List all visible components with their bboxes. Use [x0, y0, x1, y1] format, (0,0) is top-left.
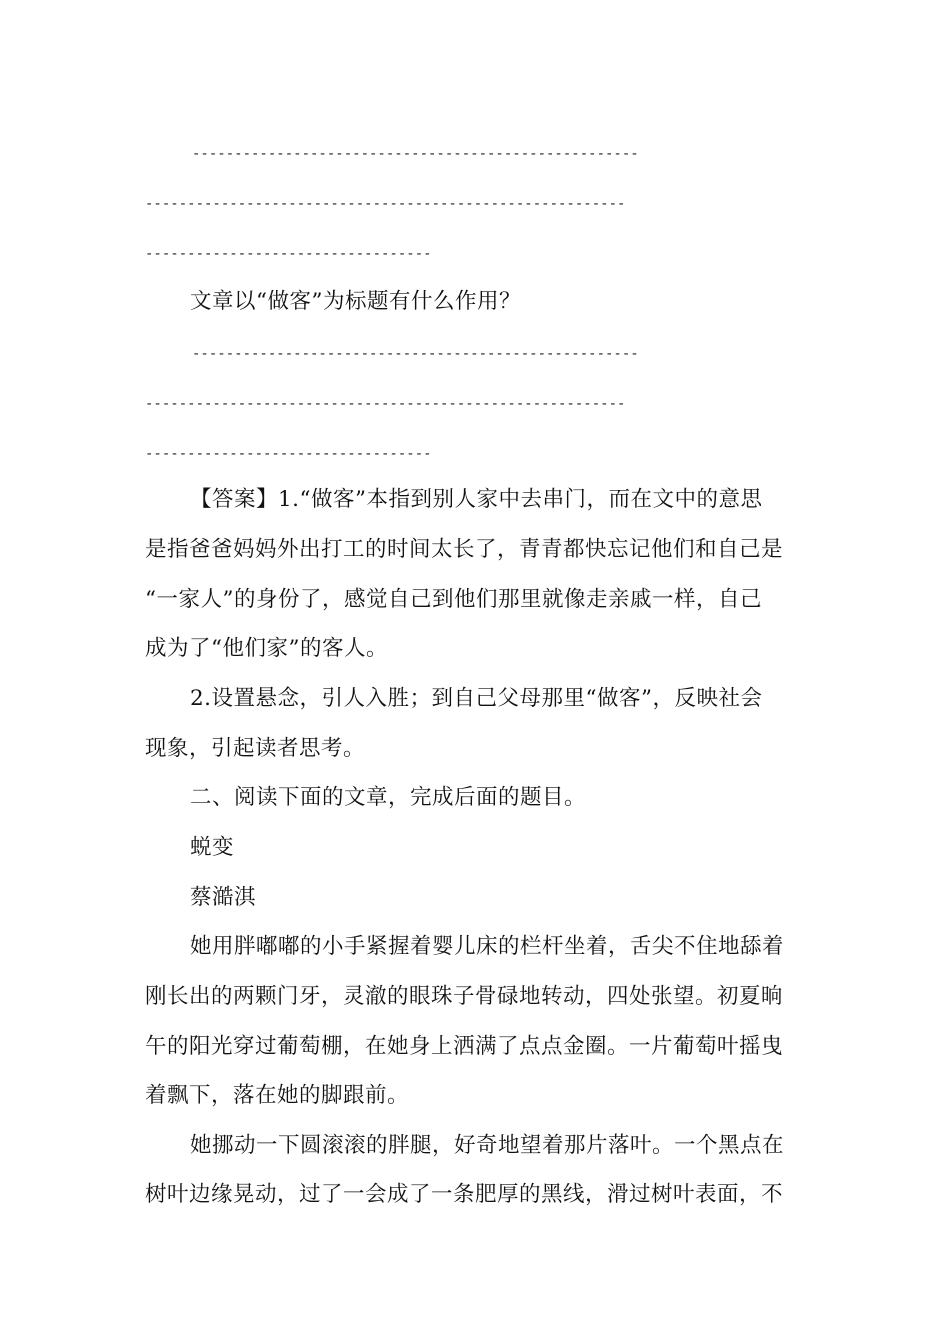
article-title: 蜕变: [190, 835, 235, 860]
answer-line: 【答案】1.“做客”本指到别人家中去串门，而在文中的意思: [190, 487, 763, 512]
answer-blank-line: ---------------------------------------------------------: [145, 396, 626, 412]
paragraph-line: 着飘下，落在她的脚跟前。: [145, 1083, 410, 1108]
paragraph-line: 午的阳光穿过葡萄棚，在她身上洒满了点点金圈。一片葡萄叶摇曳: [145, 1034, 784, 1059]
answer-line: 成为了“他们家”的客人。: [145, 636, 388, 661]
answer-line: 2.设置悬念，引人入胜；到自己父母那里“做客”，反映社会: [190, 686, 763, 711]
paragraph-line: 刚长出的两颗门牙，灵澈的眼珠子骨碌地转动，四处张望。初夏晌: [145, 984, 784, 1009]
answer-blank-line: ---------------------------------------------------------: [145, 196, 626, 212]
question-text: 文章以“做客”为标题有什么作用？: [190, 289, 521, 314]
answer-line: “一家人”的身份了，感觉自己到他们那里就像走亲戚一样，自己: [145, 587, 762, 612]
answer-blank-line: -----------------------------------------------------: [192, 146, 639, 162]
paragraph-line: 树叶边缘晃动，过了一会成了一条肥厚的黑线，滑过树叶表面，不: [145, 1182, 784, 1207]
paragraph-line: 她用胖嘟嘟的小手紧握着婴儿床的栏杆坐着，舌尖不住地舔着: [190, 934, 785, 959]
answer-line: 是指爸爸妈妈外出打工的时间太长了，青青都快忘记他们和自己是: [145, 537, 784, 562]
answer-blank-line: ----------------------------------: [145, 246, 432, 262]
answer-line: 现象，引起读者思考。: [145, 736, 366, 761]
answer-blank-line: -----------------------------------------------------: [192, 346, 639, 362]
article-author: 蔡澔淇: [190, 885, 257, 910]
answer-blank-line: ----------------------------------: [145, 446, 432, 462]
section-heading: 二、阅读下面的文章，完成后面的题目。: [190, 785, 587, 810]
paragraph-line: 她挪动一下圆滚滚的胖腿，好奇地望着那片落叶。一个黑点在: [190, 1133, 785, 1158]
